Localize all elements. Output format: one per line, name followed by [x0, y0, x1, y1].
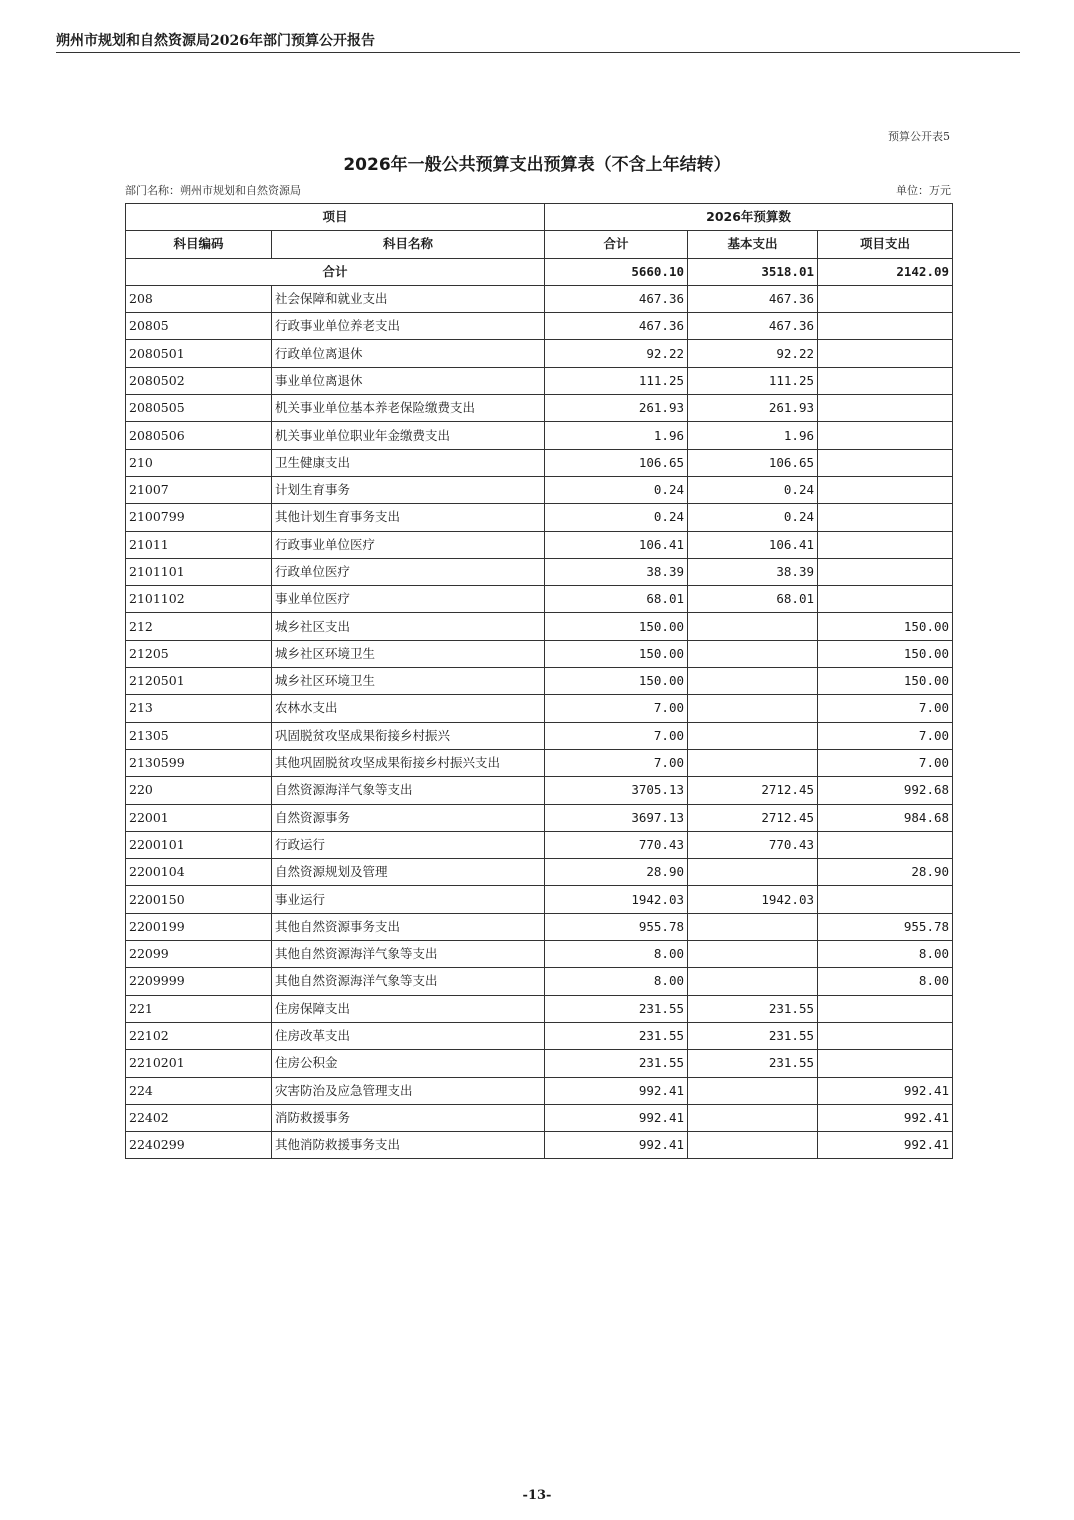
cell-total: 150.00 — [545, 613, 688, 640]
table-row — [126, 531, 953, 558]
cell-basic: 2712.45 — [688, 804, 818, 831]
cell-code: 2209999 — [126, 968, 272, 995]
cell-basic: 2712.45 — [688, 777, 818, 804]
cell-total: 467.36 — [545, 285, 688, 312]
cell-total: 7.00 — [545, 749, 688, 776]
unit-label: 单位：万元 — [896, 184, 951, 197]
cell-total: 770.43 — [545, 831, 688, 858]
table-row — [126, 749, 953, 776]
table-row — [126, 613, 953, 640]
cell-code: 2080506 — [126, 422, 272, 449]
table-row — [126, 941, 953, 968]
cell-basic — [688, 640, 818, 667]
cell-project: 992.41 — [818, 1132, 953, 1159]
cell-basic: 92.22 — [688, 340, 818, 367]
cell-name: 城乡社区环境卫生 — [272, 668, 545, 695]
cell-code: 2130599 — [126, 749, 272, 776]
cell-project — [818, 995, 953, 1022]
cell-code: 22102 — [126, 1022, 272, 1049]
cell-total: 3697.13 — [545, 804, 688, 831]
header-name: 科目名称 — [272, 231, 545, 258]
cell-basic: 0.24 — [688, 504, 818, 531]
cell-code: 21205 — [126, 640, 272, 667]
cell-total: 955.78 — [545, 913, 688, 940]
form-number: 预算公开表5 — [888, 130, 950, 143]
cell-total: 111.25 — [545, 367, 688, 394]
cell-basic — [688, 941, 818, 968]
cell-basic — [688, 749, 818, 776]
budget-table-body — [126, 258, 953, 1159]
cell-project — [818, 504, 953, 531]
cell-project: 984.68 — [818, 804, 953, 831]
cell-code: 20805 — [126, 313, 272, 340]
cell-project — [818, 313, 953, 340]
cell-basic — [688, 859, 818, 886]
cell-total: 8.00 — [545, 968, 688, 995]
cell-basic: 231.55 — [688, 1050, 818, 1077]
total-row — [126, 258, 953, 285]
total-row-label: 合计 — [126, 258, 545, 285]
cell-project — [818, 831, 953, 858]
cell-name: 城乡社区环境卫生 — [272, 640, 545, 667]
cell-total: 231.55 — [545, 1022, 688, 1049]
cell-basic: 106.41 — [688, 531, 818, 558]
cell-code: 2080501 — [126, 340, 272, 367]
cell-code: 2100799 — [126, 504, 272, 531]
cell-code: 2101102 — [126, 586, 272, 613]
cell-code: 208 — [126, 285, 272, 312]
cell-basic: 0.24 — [688, 476, 818, 503]
cell-total: 7.00 — [545, 722, 688, 749]
table-row — [126, 968, 953, 995]
header-item: 项目 — [126, 204, 545, 231]
table-row — [126, 367, 953, 394]
cell-code: 2210201 — [126, 1050, 272, 1077]
cell-total: 992.41 — [545, 1132, 688, 1159]
table-row — [126, 777, 953, 804]
cell-total: 0.24 — [545, 476, 688, 503]
cell-code: 21305 — [126, 722, 272, 749]
cell-name: 卫生健康支出 — [272, 449, 545, 476]
cell-name: 行政单位离退休 — [272, 340, 545, 367]
cell-code: 22099 — [126, 941, 272, 968]
cell-project: 955.78 — [818, 913, 953, 940]
cell-project — [818, 1050, 953, 1077]
cell-project: 7.00 — [818, 749, 953, 776]
cell-name: 其他自然资源海洋气象等支出 — [272, 968, 545, 995]
cell-basic — [688, 722, 818, 749]
cell-total: 467.36 — [545, 313, 688, 340]
cell-name: 灾害防治及应急管理支出 — [272, 1077, 545, 1104]
cell-project: 8.00 — [818, 941, 953, 968]
table-row — [126, 285, 953, 312]
cell-basic: 231.55 — [688, 1022, 818, 1049]
header-group-row — [126, 204, 953, 231]
table-row — [126, 1022, 953, 1049]
cell-project: 150.00 — [818, 613, 953, 640]
cell-basic: 106.65 — [688, 449, 818, 476]
cell-name: 住房公积金 — [272, 1050, 545, 1077]
table-row — [126, 340, 953, 367]
table-row — [126, 859, 953, 886]
cell-total: 7.00 — [545, 695, 688, 722]
cell-code: 2080502 — [126, 367, 272, 394]
running-header: 朔州市规划和自然资源局2026年部门预算公开报告 — [56, 33, 375, 49]
cell-code: 2101101 — [126, 558, 272, 585]
header-budget-year: 2026年预算数 — [545, 204, 953, 231]
cell-total: 150.00 — [545, 668, 688, 695]
total-row-total: 5660.10 — [545, 258, 688, 285]
cell-project — [818, 531, 953, 558]
cell-code: 213 — [126, 695, 272, 722]
cell-basic — [688, 695, 818, 722]
cell-basic — [688, 613, 818, 640]
cell-code: 2080505 — [126, 395, 272, 422]
table-row — [126, 449, 953, 476]
cell-code: 224 — [126, 1077, 272, 1104]
cell-project: 7.00 — [818, 695, 953, 722]
cell-project — [818, 476, 953, 503]
cell-project: 992.41 — [818, 1104, 953, 1131]
table-row — [126, 831, 953, 858]
cell-project — [818, 340, 953, 367]
cell-total: 106.65 — [545, 449, 688, 476]
cell-code: 2200199 — [126, 913, 272, 940]
table-row — [126, 476, 953, 503]
cell-total: 150.00 — [545, 640, 688, 667]
table-row — [126, 1077, 953, 1104]
table-row — [126, 640, 953, 667]
header-code: 科目编码 — [126, 231, 272, 258]
cell-total: 92.22 — [545, 340, 688, 367]
cell-basic — [688, 913, 818, 940]
cell-basic: 1.96 — [688, 422, 818, 449]
cell-total: 38.39 — [545, 558, 688, 585]
cell-code: 210 — [126, 449, 272, 476]
table-row — [126, 1050, 953, 1077]
cell-name: 住房改革支出 — [272, 1022, 545, 1049]
cell-name: 消防救援事务 — [272, 1104, 545, 1131]
cell-name: 其他计划生育事务支出 — [272, 504, 545, 531]
cell-code: 212 — [126, 613, 272, 640]
cell-basic — [688, 968, 818, 995]
total-row-project: 2142.09 — [818, 258, 953, 285]
cell-project — [818, 395, 953, 422]
cell-basic — [688, 1077, 818, 1104]
total-row-basic: 3518.01 — [688, 258, 818, 285]
cell-total: 8.00 — [545, 941, 688, 968]
cell-total: 231.55 — [545, 1050, 688, 1077]
table-row — [126, 1132, 953, 1159]
cell-total: 261.93 — [545, 395, 688, 422]
header-rule — [56, 52, 1020, 53]
table-row — [126, 668, 953, 695]
cell-code: 221 — [126, 995, 272, 1022]
header-project: 项目支出 — [818, 231, 953, 258]
cell-code: 21011 — [126, 531, 272, 558]
cell-code: 220 — [126, 777, 272, 804]
table-row — [126, 722, 953, 749]
header-column-row — [126, 231, 953, 258]
table-row — [126, 695, 953, 722]
page-number: -13- — [522, 1488, 552, 1503]
cell-project: 7.00 — [818, 722, 953, 749]
cell-total: 992.41 — [545, 1104, 688, 1131]
cell-name: 事业运行 — [272, 886, 545, 913]
cell-code: 2200104 — [126, 859, 272, 886]
cell-basic: 1942.03 — [688, 886, 818, 913]
cell-total: 68.01 — [545, 586, 688, 613]
cell-total: 106.41 — [545, 531, 688, 558]
cell-project: 28.90 — [818, 859, 953, 886]
cell-project: 8.00 — [818, 968, 953, 995]
department-name: 部门名称：朔州市规划和自然资源局 — [125, 184, 301, 197]
cell-total: 992.41 — [545, 1077, 688, 1104]
cell-name: 巩固脱贫攻坚成果衔接乡村振兴 — [272, 722, 545, 749]
cell-project — [818, 285, 953, 312]
cell-name: 自然资源规划及管理 — [272, 859, 545, 886]
table-row — [126, 504, 953, 531]
cell-name: 其他消防救援事务支出 — [272, 1132, 545, 1159]
header-total: 合计 — [545, 231, 688, 258]
table-row — [126, 995, 953, 1022]
table-title: 2026年一般公共预算支出预算表（不含上年结转） — [343, 155, 731, 175]
cell-name: 城乡社区支出 — [272, 613, 545, 640]
cell-basic: 770.43 — [688, 831, 818, 858]
cell-code: 2240299 — [126, 1132, 272, 1159]
cell-project: 992.68 — [818, 777, 953, 804]
cell-basic: 68.01 — [688, 586, 818, 613]
cell-name: 自然资源海洋气象等支出 — [272, 777, 545, 804]
cell-project: 150.00 — [818, 640, 953, 667]
cell-name: 自然资源事务 — [272, 804, 545, 831]
cell-name: 其他自然资源事务支出 — [272, 913, 545, 940]
cell-name: 社会保障和就业支出 — [272, 285, 545, 312]
cell-total: 231.55 — [545, 995, 688, 1022]
header-basic: 基本支出 — [688, 231, 818, 258]
cell-project — [818, 886, 953, 913]
cell-name: 事业单位医疗 — [272, 586, 545, 613]
meta-row — [125, 182, 951, 198]
cell-name: 其他自然资源海洋气象等支出 — [272, 941, 545, 968]
cell-basic: 38.39 — [688, 558, 818, 585]
cell-basic: 231.55 — [688, 995, 818, 1022]
cell-project — [818, 422, 953, 449]
table-row — [126, 1104, 953, 1131]
table-row — [126, 395, 953, 422]
cell-total: 3705.13 — [545, 777, 688, 804]
cell-total: 0.24 — [545, 504, 688, 531]
cell-code: 21007 — [126, 476, 272, 503]
table-row — [126, 422, 953, 449]
budget-table — [125, 203, 953, 1159]
cell-code: 2120501 — [126, 668, 272, 695]
cell-basic — [688, 1132, 818, 1159]
cell-code: 2200150 — [126, 886, 272, 913]
cell-project: 150.00 — [818, 668, 953, 695]
cell-code: 22001 — [126, 804, 272, 831]
cell-project: 992.41 — [818, 1077, 953, 1104]
cell-total: 1.96 — [545, 422, 688, 449]
cell-basic: 467.36 — [688, 285, 818, 312]
cell-name: 计划生育事务 — [272, 476, 545, 503]
cell-code: 22402 — [126, 1104, 272, 1131]
cell-basic: 261.93 — [688, 395, 818, 422]
cell-project — [818, 558, 953, 585]
table-row — [126, 558, 953, 585]
cell-project — [818, 1022, 953, 1049]
cell-code: 2200101 — [126, 831, 272, 858]
cell-name: 其他巩固脱贫攻坚成果衔接乡村振兴支出 — [272, 749, 545, 776]
table-row — [126, 913, 953, 940]
cell-name: 住房保障支出 — [272, 995, 545, 1022]
cell-project — [818, 449, 953, 476]
cell-project — [818, 586, 953, 613]
cell-name: 行政运行 — [272, 831, 545, 858]
cell-total: 28.90 — [545, 859, 688, 886]
cell-name: 行政事业单位医疗 — [272, 531, 545, 558]
cell-name: 农林水支出 — [272, 695, 545, 722]
cell-name: 机关事业单位职业年金缴费支出 — [272, 422, 545, 449]
table-row — [126, 804, 953, 831]
cell-basic: 111.25 — [688, 367, 818, 394]
cell-project — [818, 367, 953, 394]
cell-basic — [688, 1104, 818, 1131]
cell-basic: 467.36 — [688, 313, 818, 340]
cell-basic — [688, 668, 818, 695]
cell-total: 1942.03 — [545, 886, 688, 913]
table-row — [126, 886, 953, 913]
cell-name: 行政事业单位养老支出 — [272, 313, 545, 340]
cell-name: 机关事业单位基本养老保险缴费支出 — [272, 395, 545, 422]
cell-name: 事业单位离退休 — [272, 367, 545, 394]
cell-name: 行政单位医疗 — [272, 558, 545, 585]
table-row — [126, 313, 953, 340]
table-row — [126, 586, 953, 613]
